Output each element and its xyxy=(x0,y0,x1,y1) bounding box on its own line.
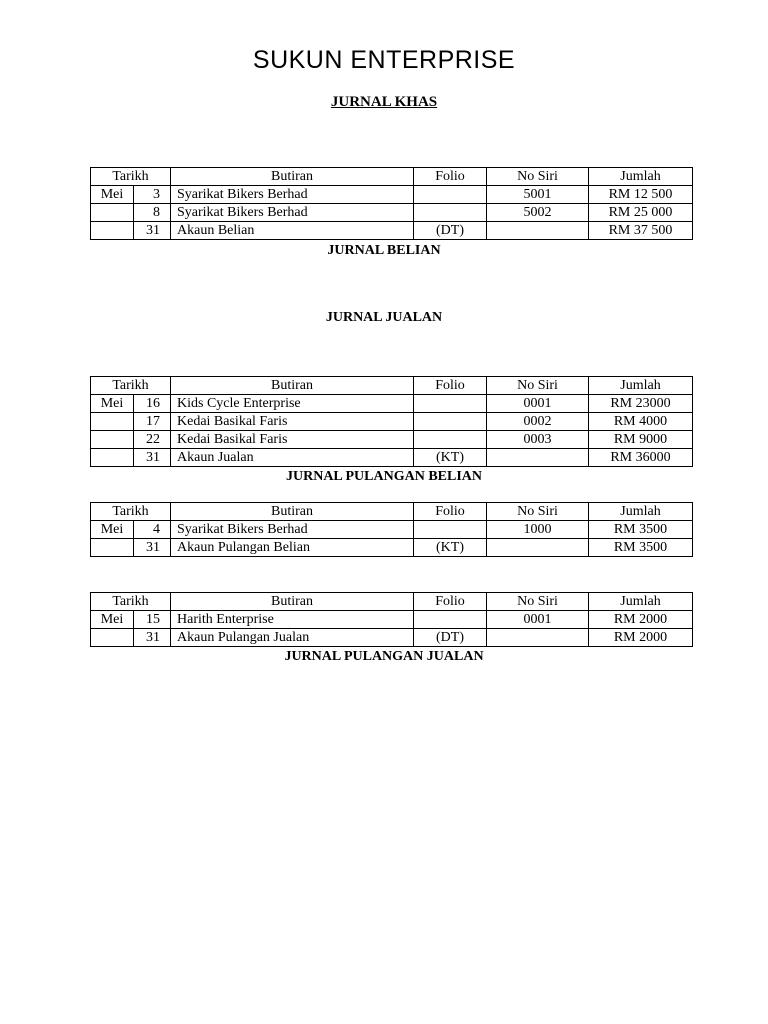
header-butiran: Butiran xyxy=(171,168,414,186)
table-row xyxy=(91,521,693,539)
cell-day: 4 xyxy=(134,521,171,539)
cell-butiran: Kids Cycle Enterprise xyxy=(171,395,414,413)
header-butiran: Butiran xyxy=(171,377,414,395)
cell-folio xyxy=(414,431,487,449)
header-butiran: Butiran xyxy=(171,503,414,521)
cell-day: 15 xyxy=(134,611,171,629)
cell-folio: (KT) xyxy=(414,539,487,557)
cell-month: Mei xyxy=(91,395,134,413)
header-butiran: Butiran xyxy=(171,593,414,611)
caption-jurnal-pulangan-jualan: JURNAL PULANGAN JUALAN xyxy=(284,649,484,664)
document-title: SUKUN ENTERPRISE xyxy=(252,46,516,74)
cell-butiran: Akaun Pulangan Belian xyxy=(171,539,414,557)
header-folio: Folio xyxy=(414,168,487,186)
cell-jumlah: RM 37 500 xyxy=(589,222,693,240)
cell-folio xyxy=(414,611,487,629)
cell-jumlah: RM 3500 xyxy=(589,521,693,539)
header-no-siri: No Siri xyxy=(487,168,589,186)
cell-folio xyxy=(414,395,487,413)
caption-jurnal-pulangan-belian: JURNAL PULANGAN BELIAN xyxy=(285,469,483,484)
header-no-siri: No Siri xyxy=(487,377,589,395)
cell-month: Mei xyxy=(91,521,134,539)
header-tarikh: Tarikh xyxy=(91,593,171,611)
jurnal-belian-table xyxy=(90,167,693,240)
table-header-row xyxy=(91,503,693,521)
header-jumlah: Jumlah xyxy=(589,377,693,395)
header-folio: Folio xyxy=(414,377,487,395)
cell-no-siri: 0003 xyxy=(487,431,589,449)
cell-jumlah: RM 36000 xyxy=(589,449,693,467)
cell-no-siri xyxy=(487,629,589,647)
cell-no-siri: 0001 xyxy=(487,611,589,629)
table-row xyxy=(91,431,693,449)
cell-folio xyxy=(414,413,487,431)
cell-jumlah: RM 2000 xyxy=(589,611,693,629)
cell-jumlah: RM 12 500 xyxy=(589,186,693,204)
cell-no-siri xyxy=(487,449,589,467)
cell-day: 22 xyxy=(134,431,171,449)
document-subtitle: JURNAL KHAS xyxy=(330,94,438,110)
cell-no-siri: 1000 xyxy=(487,521,589,539)
cell-folio xyxy=(414,521,487,539)
table-row xyxy=(91,539,693,557)
cell-day: 8 xyxy=(134,204,171,222)
cell-month xyxy=(91,629,134,647)
cell-butiran: Harith Enterprise xyxy=(171,611,414,629)
table-header-row xyxy=(91,168,693,186)
caption-jurnal-belian: JURNAL BELIAN xyxy=(327,243,441,258)
cell-butiran: Syarikat Bikers Berhad xyxy=(171,204,414,222)
cell-folio: (DT) xyxy=(414,222,487,240)
header-folio: Folio xyxy=(414,593,487,611)
cell-day: 17 xyxy=(134,413,171,431)
cell-folio xyxy=(414,186,487,204)
cell-butiran: Akaun Belian xyxy=(171,222,414,240)
cell-jumlah: RM 2000 xyxy=(589,629,693,647)
heading-jurnal-jualan: JURNAL JUALAN xyxy=(325,310,443,325)
cell-butiran: Akaun Jualan xyxy=(171,449,414,467)
cell-no-siri xyxy=(487,539,589,557)
table-row xyxy=(91,186,693,204)
cell-butiran: Syarikat Bikers Berhad xyxy=(171,186,414,204)
cell-month: Mei xyxy=(91,611,134,629)
cell-month xyxy=(91,431,134,449)
cell-day: 31 xyxy=(134,222,171,240)
header-jumlah: Jumlah xyxy=(589,593,693,611)
table-header-row xyxy=(91,377,693,395)
cell-no-siri: 0001 xyxy=(487,395,589,413)
cell-jumlah: RM 23000 xyxy=(589,395,693,413)
jurnal-pulangan-jualan-table xyxy=(90,592,693,647)
header-jumlah: Jumlah xyxy=(589,503,693,521)
table-header-row xyxy=(91,593,693,611)
jurnal-jualan-table xyxy=(90,376,693,467)
table-row xyxy=(91,611,693,629)
cell-day: 31 xyxy=(134,449,171,467)
cell-butiran: Kedai Basikal Faris xyxy=(171,413,414,431)
cell-month xyxy=(91,222,134,240)
cell-jumlah: RM 3500 xyxy=(589,539,693,557)
cell-no-siri: 5002 xyxy=(487,204,589,222)
table-row xyxy=(91,204,693,222)
cell-month xyxy=(91,413,134,431)
cell-no-siri: 0002 xyxy=(487,413,589,431)
table-row xyxy=(91,395,693,413)
cell-jumlah: RM 9000 xyxy=(589,431,693,449)
cell-butiran: Syarikat Bikers Berhad xyxy=(171,521,414,539)
cell-month xyxy=(91,204,134,222)
header-no-siri: No Siri xyxy=(487,593,589,611)
cell-day: 31 xyxy=(134,539,171,557)
header-jumlah: Jumlah xyxy=(589,168,693,186)
header-folio: Folio xyxy=(414,503,487,521)
table-row xyxy=(91,222,693,240)
header-tarikh: Tarikh xyxy=(91,168,171,186)
cell-butiran: Kedai Basikal Faris xyxy=(171,431,414,449)
cell-month xyxy=(91,449,134,467)
table-row xyxy=(91,629,693,647)
jurnal-pulangan-belian-table xyxy=(90,502,693,557)
header-no-siri: No Siri xyxy=(487,503,589,521)
cell-month xyxy=(91,539,134,557)
cell-no-siri xyxy=(487,222,589,240)
cell-folio xyxy=(414,204,487,222)
cell-jumlah: RM 4000 xyxy=(589,413,693,431)
cell-day: 31 xyxy=(134,629,171,647)
cell-butiran: Akaun Pulangan Jualan xyxy=(171,629,414,647)
cell-month: Mei xyxy=(91,186,134,204)
cell-day: 16 xyxy=(134,395,171,413)
table-row xyxy=(91,413,693,431)
header-tarikh: Tarikh xyxy=(91,503,171,521)
cell-folio: (KT) xyxy=(414,449,487,467)
cell-day: 3 xyxy=(134,186,171,204)
cell-jumlah: RM 25 000 xyxy=(589,204,693,222)
header-tarikh: Tarikh xyxy=(91,377,171,395)
cell-folio: (DT) xyxy=(414,629,487,647)
cell-no-siri: 5001 xyxy=(487,186,589,204)
table-row xyxy=(91,449,693,467)
